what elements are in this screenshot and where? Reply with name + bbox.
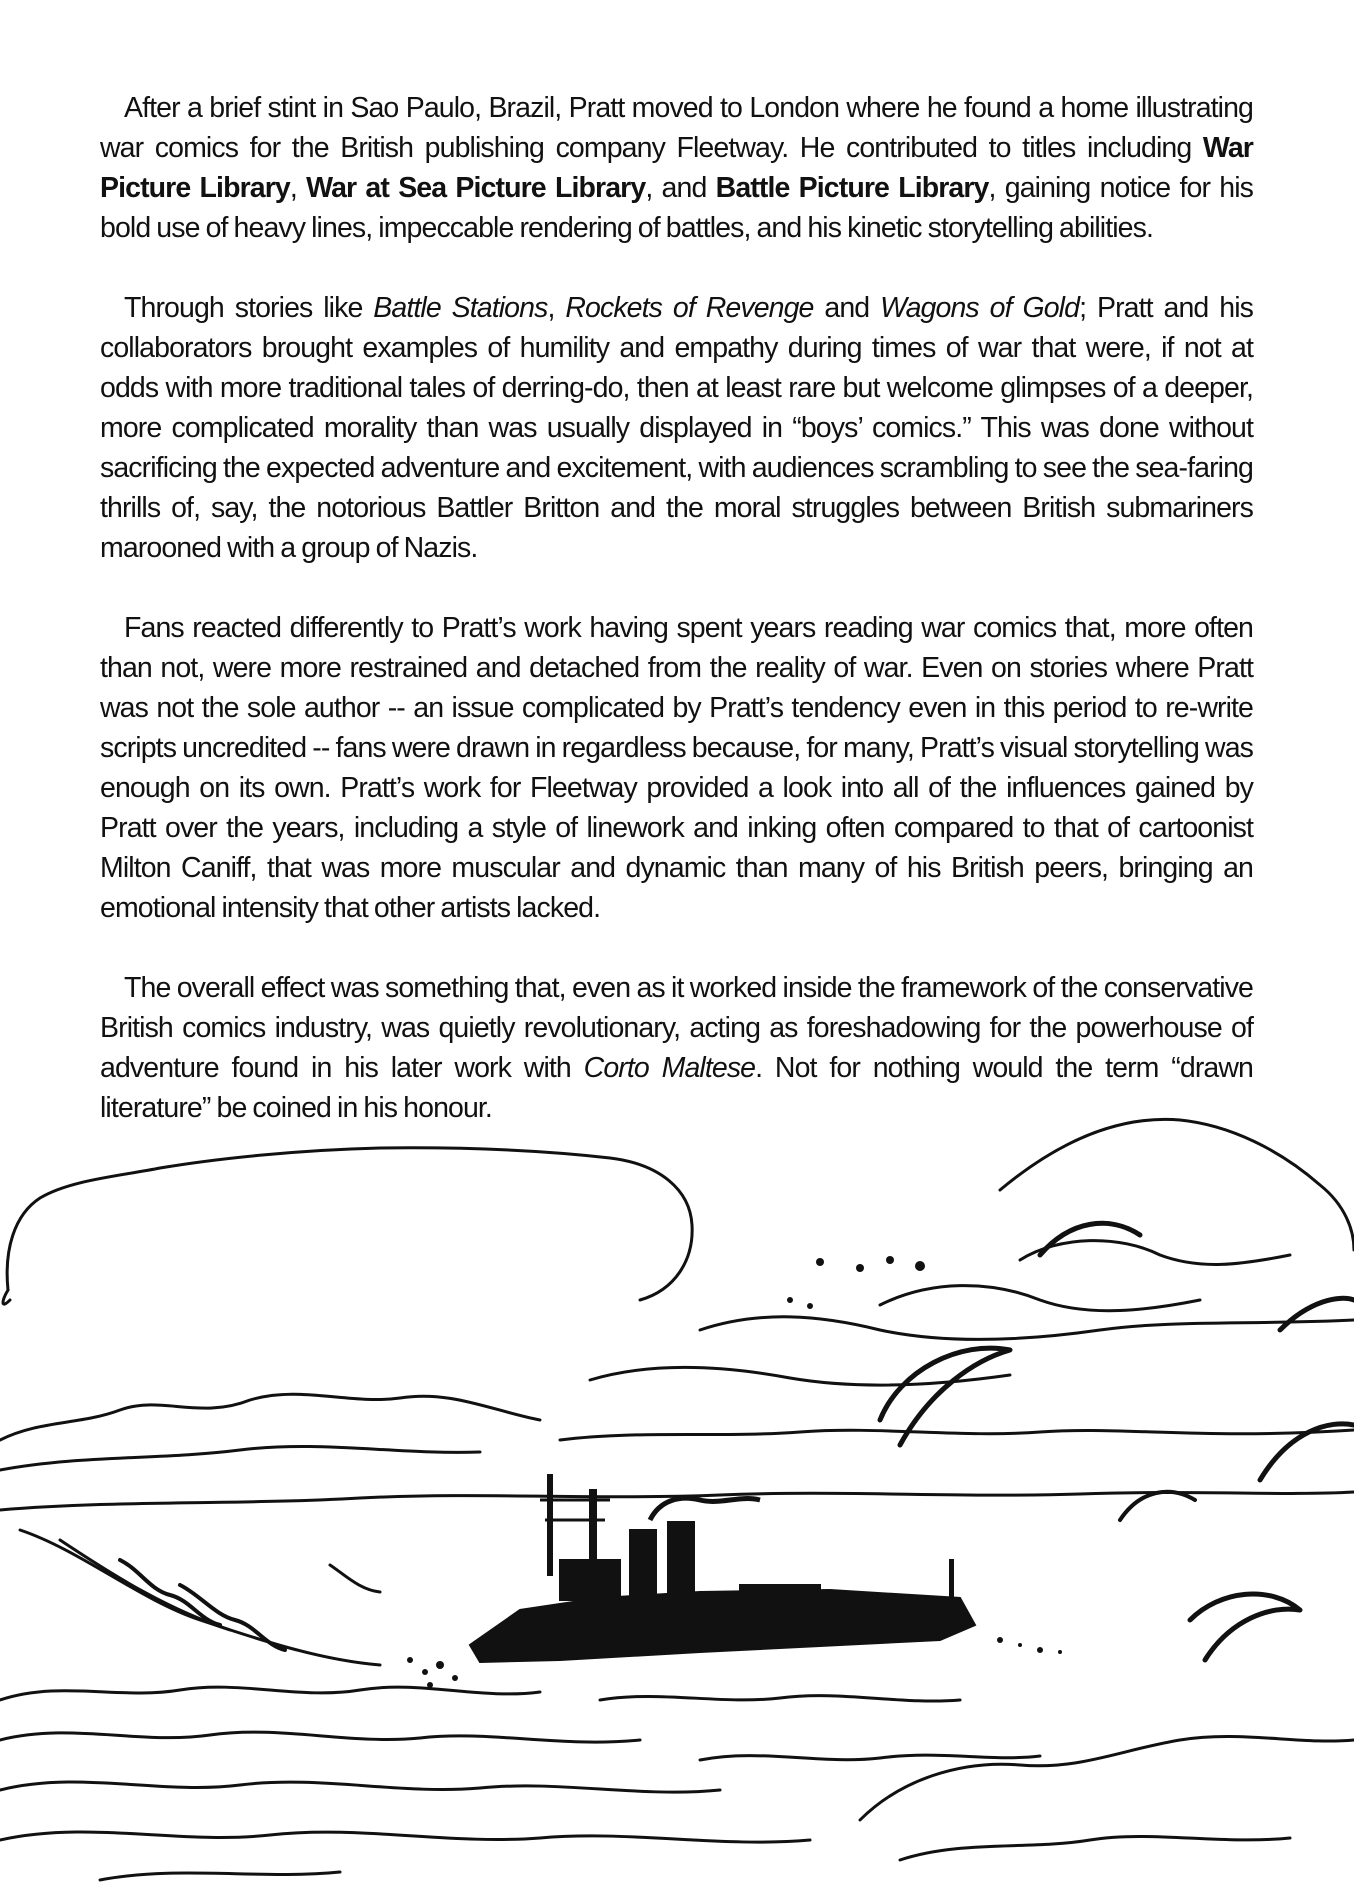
- paragraph-stories: [100, 288, 1253, 568]
- warship: [470, 1475, 975, 1662]
- text-run: ; Pratt and his collaborators brought examples of humility and empathy during times of war that were, if not at odds with more traditional tales of derring-do, then at least rare but welcome glimpses of a deeper, more complicated morality than was usually displayed in “boys’ comics.” This was done without sacrificing the expected adventure and excitement, with audiences scrambling to see the sea-faring thrills of, say, the notorious Battler Britton and the moral struggles between British submariners marooned with a group of Nazis.: [100, 292, 1253, 564]
- mountains: [0, 1394, 540, 1440]
- text-run: , and: [645, 172, 716, 204]
- title-wagons-of-gold: Wagons of Gold: [880, 292, 1080, 324]
- text-run: . Not for nothing would the term “drawn literature” be coined in his honour.: [100, 1052, 1254, 1124]
- text-run: After a brief stint in Sao Paulo, Brazil, Pratt moved to London where he found a home illustrating war comics for the British publishing company Fleetway. He contributed to titles including: [100, 92, 1253, 164]
- cloud-right: [1000, 1119, 1354, 1250]
- seagull: [1280, 1298, 1354, 1330]
- title-battle-picture-library: Battle Picture Library: [715, 172, 989, 204]
- paragraph-fleetway-intro: [100, 88, 1253, 248]
- article-body: [100, 88, 1253, 1168]
- text-run: Through stories like: [124, 292, 374, 324]
- cloud-left: [7, 1148, 692, 1300]
- text-run: ,: [547, 292, 566, 324]
- text-run: , gaining notice for his bold use of heavy lines, impeccable rendering of battles, and his kinetic storytelling abilities.: [100, 172, 1253, 244]
- text-run: The overall effect was something that, even as it worked inside the framework of the conservative British comics industry, was quietly revolutionary, acting as foreshadowing for the powerhouse of adventure found in his later work with: [100, 972, 1253, 1084]
- title-battle-stations: Battle Stations: [373, 292, 548, 324]
- cloud-left-inner: [3, 1290, 10, 1304]
- paragraph-overall-effect: [100, 968, 1253, 1128]
- text-run: and: [813, 292, 881, 324]
- title-war-at-sea-picture-library: War at Sea Picture Library: [306, 172, 646, 204]
- text-run: Fans reacted differently to Pratt’s work having spent years reading war comics that, more often than not, were more restrained and detached from the reality of war. Even on stories where Pratt was not the sole author -- an issue complicated by Pratt’s tendency even in this period to re-write scripts uncredited -- fans were drawn in regardless because, for many, Pratt’s visual storytelling was enough on its own. Pratt’s work for Fleetway provided a look into all of the influences gained by Pratt over the years, including a style of linework and inking often compared to that of cartoonist Milton Caniff, that was more muscular and dynamic than many of his British peers, bringing an emotional intensity that other artists lacked.: [100, 612, 1253, 924]
- seagull: [1190, 1594, 1300, 1660]
- title-rockets-of-revenge: Rockets of Revenge: [565, 292, 814, 324]
- text-run: ,: [289, 172, 307, 204]
- title-war-picture-library: War Picture Library: [100, 132, 1253, 204]
- paragraph-fans: [100, 608, 1253, 928]
- title-corto-maltese: Corto Maltese: [583, 1052, 756, 1084]
- seagull: [1120, 1492, 1195, 1520]
- warship-sea-illustration: [0, 1110, 1354, 1890]
